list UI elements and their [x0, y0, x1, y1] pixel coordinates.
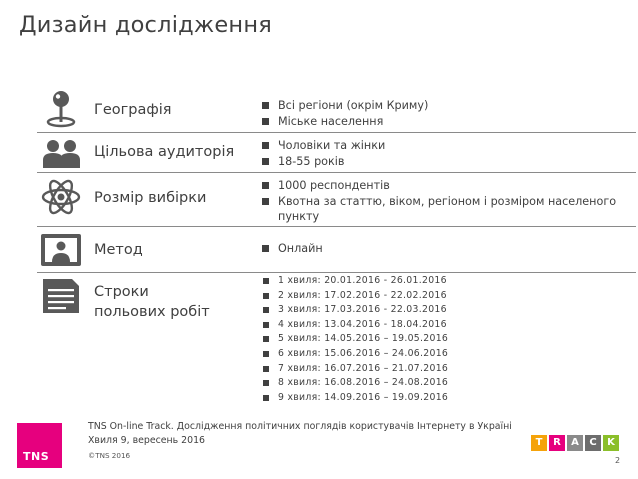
row-sample-size	[36, 174, 636, 224]
monitor-user-icon	[36, 232, 86, 270]
row-divider	[37, 132, 636, 133]
map-pin-icon	[36, 90, 86, 130]
tns-logo-text: TNS	[23, 450, 50, 463]
track-letter: C	[585, 435, 601, 451]
track-letter: A	[567, 435, 583, 451]
row-label-line: Строки	[94, 284, 149, 300]
bullet-item: 4 хвиля: 13.04.2016 - 18.04.2016	[260, 318, 448, 333]
bullet-item-continuation: пункту	[278, 210, 320, 223]
row-label-geography: Географія	[94, 102, 172, 118]
bullet-item: Онлайн	[260, 241, 323, 257]
bullet-item: 1000 респондентів	[260, 178, 616, 194]
tns-logo	[17, 423, 62, 468]
track-letter: R	[549, 435, 565, 451]
footer-line-2: Хвиля 9, вересень 2016	[88, 435, 206, 446]
row-label-audience: Цільова аудиторія	[94, 144, 235, 160]
bullet-list-audience	[260, 138, 385, 169]
bullet-item: Чоловіки та жінки	[260, 138, 385, 154]
row-geography	[36, 86, 636, 130]
bullet-item: 5 хвиля: 14.05.2016 – 19.05.2016	[260, 332, 448, 347]
row-label-method: Метод	[94, 242, 143, 258]
bullet-list-geography	[260, 98, 428, 129]
bullet-item: Квотна за статтю, віком, регіоном і розміром населеного	[260, 194, 616, 210]
row-audience	[36, 134, 636, 170]
row-label-fieldwork	[94, 282, 210, 322]
bullet-list-method	[260, 241, 323, 257]
row-divider	[37, 226, 636, 227]
bullet-list-fieldwork	[260, 274, 448, 405]
footer-copyright: ©TNS 2016	[88, 451, 131, 460]
row-label-line: польових робіт	[94, 304, 210, 320]
bullet-item: 18-55 років	[260, 154, 385, 170]
track-letter: K	[603, 435, 619, 451]
bullet-list-sample-size	[260, 178, 616, 225]
row-fieldwork	[36, 274, 636, 403]
bullet-item: 2 хвиля: 17.02.2016 - 22.02.2016	[260, 289, 448, 304]
bullet-item: 6 хвиля: 15.06.2016 – 24.06.2016	[260, 347, 448, 362]
row-method	[36, 228, 636, 272]
row-divider	[37, 172, 636, 173]
bullet-item: 1 хвиля: 20.01.2016 - 26.01.2016	[260, 274, 448, 289]
document-icon	[36, 276, 86, 316]
bullet-item: 3 хвиля: 17.03.2016 - 22.03.2016	[260, 303, 448, 318]
page-title: Дизайн дослідження	[19, 12, 272, 38]
footer-line-1: TNS On-line Track. Дослідження політичних поглядів користувачів Інтернету в Україні	[88, 421, 512, 432]
bullet-item: 9 хвиля: 14.09.2016 – 19.09.2016	[260, 391, 448, 406]
atom-icon	[36, 177, 86, 217]
bullet-item: Всі регіони (окрім Криму)	[260, 98, 428, 114]
bullet-item: Міське населення	[260, 114, 428, 130]
row-label-sample-size: Розмір вибірки	[94, 190, 207, 206]
bullet-item: 7 хвиля: 16.07.2016 – 21.07.2016	[260, 362, 448, 377]
bullet-item: 8 хвиля: 16.08.2016 – 24.08.2016	[260, 376, 448, 391]
page-number: 2	[615, 456, 621, 465]
track-letter: T	[531, 435, 547, 451]
row-divider	[37, 272, 636, 273]
people-icon	[36, 138, 86, 170]
